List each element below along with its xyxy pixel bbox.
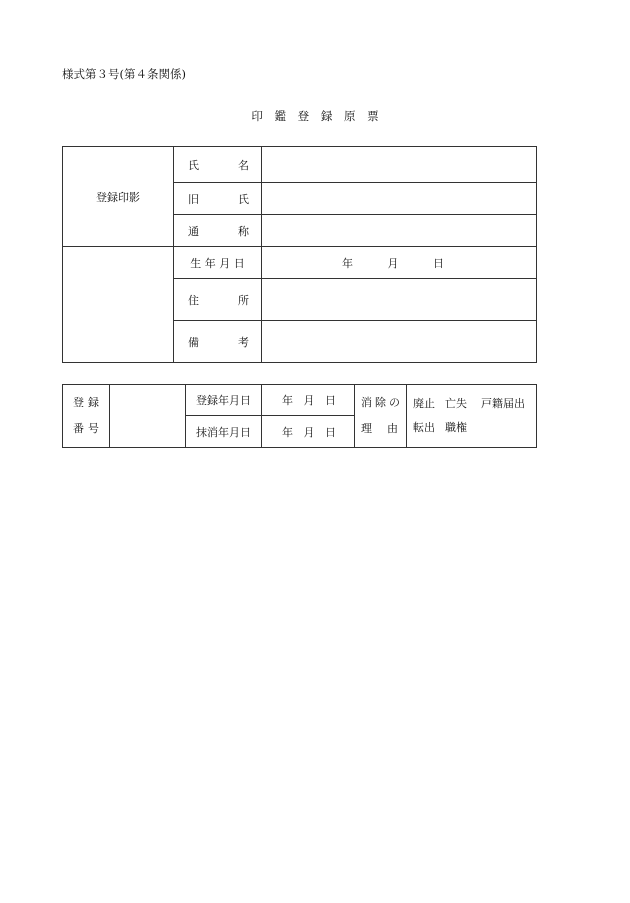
seal-impression-label: 登録印影 <box>96 190 140 204</box>
reason-family-register-notice[interactable]: 戸籍届出 <box>481 397 525 410</box>
month-label: 月 <box>387 256 399 270</box>
former-surname-label: 旧 氏 <box>174 183 262 215</box>
alias-field[interactable] <box>262 215 537 247</box>
reason-moved-out[interactable]: 転出 <box>413 421 435 434</box>
former-surname-field[interactable] <box>262 183 537 215</box>
name-label: 氏 名 <box>174 147 262 183</box>
deletion-date-field[interactable]: 年 月 日 <box>262 416 355 448</box>
deletion-date-label: 抹消年月日 <box>186 416 262 448</box>
title-char: 票 <box>367 109 379 123</box>
deletion-reason-options <box>407 385 537 448</box>
registration-date-label: 登録年月日 <box>186 385 262 416</box>
deletion-reason-label: 消 除 の 理 由 <box>355 385 407 448</box>
blank-left-cell <box>63 247 174 363</box>
day-label: 日 <box>433 256 444 270</box>
seal-impression-cell <box>63 147 174 247</box>
name-field[interactable] <box>262 147 537 183</box>
year-label: 年 <box>342 256 353 270</box>
reason-abolished[interactable]: 廃止 <box>413 397 435 410</box>
reason-lost[interactable]: 亡失 <box>445 397 467 410</box>
registration-number-label: 登 録 番 号 <box>63 385 110 448</box>
reason-ex-officio[interactable]: 職権 <box>445 421 467 434</box>
remarks-label: 備 考 <box>174 321 262 363</box>
registration-record-table <box>62 384 537 448</box>
title-char: 録 <box>320 109 333 123</box>
address-field[interactable] <box>262 279 537 321</box>
title-char: 印 <box>251 109 263 123</box>
birth-date-label: 生 年 月 日 <box>174 247 262 279</box>
address-label: 住 所 <box>174 279 262 321</box>
title-char: 鑑 <box>274 109 287 123</box>
alias-label: 通 称 <box>174 215 262 247</box>
registration-table <box>62 146 537 363</box>
form-title <box>0 108 630 124</box>
form-number: 様式第３号(第４条関係) <box>62 67 186 81</box>
registration-number-field[interactable] <box>110 385 186 448</box>
title-char: 登 <box>297 109 310 123</box>
birth-date-field[interactable] <box>262 247 537 279</box>
remarks-field[interactable] <box>262 321 537 363</box>
registration-date-field[interactable]: 年 月 日 <box>262 385 355 416</box>
title-char: 原 <box>343 109 356 123</box>
